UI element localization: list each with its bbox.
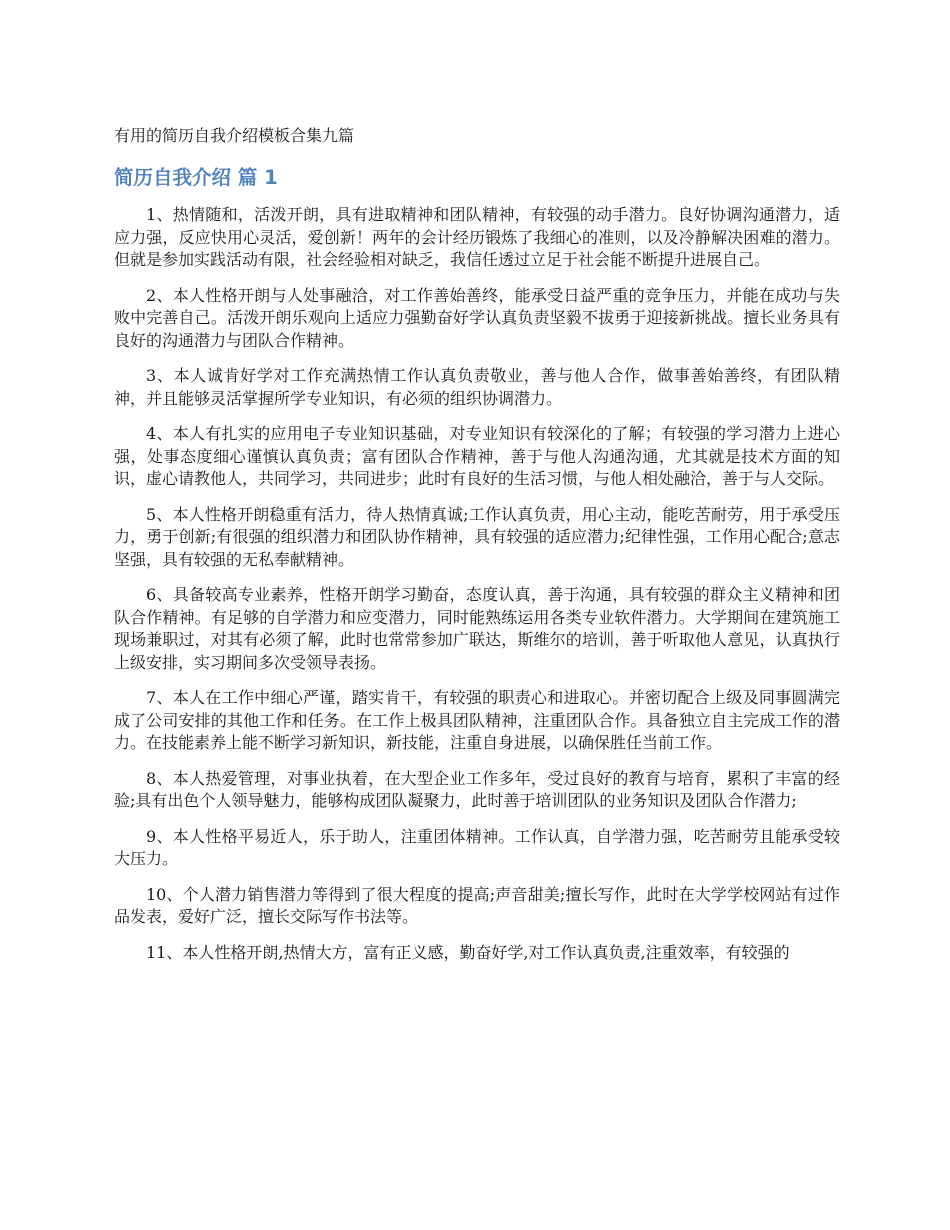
paragraph-6: 6、具备较高专业素养，性格开朗学习勤奋，态度认真，善于沟通，具有较强的群众主义精神和团队合作精神。有足够的自学潜力和应变潜力，同时能熟练运用各类专业软件潜力。大学期间在建筑施工现场兼职过，对其有必须了解，此时也常常参加广联达，斯维尔的培训，善于听取他人意见，认真执行上级安排，实习期间多次受领导表扬。 [114,585,840,672]
paragraph-5: 5、本人性格开朗稳重有活力，待人热情真诚;工作认真负责，用心主动，能吃苦耐劳，用于承受压力，勇于创新;有很强的组织潜力和团队协作精神，具有较强的适应潜力;纪律性强，工作用心配合;意志坚强，具有较强的无私奉献精神。 [114,504,840,569]
paragraph-10: 10、个人潜力销售潜力等得到了很大程度的提高;声音甜美;擅长写作，此时在大学学校网站有过作品发表，爱好广泛，擅长交际写作书法等。 [114,884,840,926]
paragraph-8: 8、本人热爱管理，对事业执着，在大型企业工作多年，受过良好的教育与培育，累积了丰富的经验;具有出色个人领导魅力，能够构成团队凝聚力，此时善于培训团队的业务知识及团队合作潜力; [114,768,840,810]
paragraph-2: 2、本人性格开朗与人处事融洽，对工作善始善终，能承受日益严重的竞争压力，并能在成功与失败中完善自己。活泼开朗乐观向上适应力强勤奋好学认真负责坚毅不拔勇于迎接新挑战。擅长业务具有良好的沟通潜力与团队合作精神。 [114,285,840,350]
document-title: 有用的简历自我介绍模板合集九篇 [114,126,355,145]
paragraph-1: 1、热情随和，活泼开朗，具有进取精神和团队精神，有较强的动手潜力。良好协调沟通潜力，适应力强，反应快用心灵活，爱创新！两年的会计经历锻炼了我细心的准则，以及冷静解决困难的潜力。但就是参加实践活动有限，社会经验相对缺乏，我信任透过立足于社会能不断提升进展自己。 [114,205,840,269]
paragraph-11: 11、本人性格开朗,热情大方，富有正义感，勤奋好学,对工作认真负责,注重效率，有较强的 [146,942,790,962]
paragraph-7: 7、本人在工作中细心严谨，踏实肯干，有较强的职责心和进取心。并密切配合上级及同事圆满完成了公司安排的其他工作和任务。在工作上极具团队精神，注重团队合作。具备独立自主完成工作的潜力。在技能素养上能不断学习新知识，新技能，注重自身进展，以确保胜任当前工作。 [114,688,840,752]
paragraph-4: 4、本人有扎实的应用电子专业知识基础，对专业知识有较深化的了解；有较强的学习潜力上进心强，处事态度细心谨慎认真负责；富有团队合作精神，善于与他人沟通沟通，尤其就是技术方面的知识，虚心请教他人，共同学习，共同进步；此时有良好的生活习惯，与他人相处融洽，善于与人交际。 [114,424,840,488]
paragraph-3: 3、本人诚肯好学对工作充满热情工作认真负责敬业，善与他人合作，做事善始善终，有团队精神，并且能够灵活掌握所学专业知识，有必须的组织协调潜力。 [114,366,840,408]
paragraph-9: 9、本人性格平易近人，乐于助人，注重团体精神。工作认真，自学潜力强，吃苦耐劳且能承受较大压力。 [114,826,840,868]
document-content [114,124,840,977]
section-heading: 简历自我介绍 篇 1 [114,166,278,189]
